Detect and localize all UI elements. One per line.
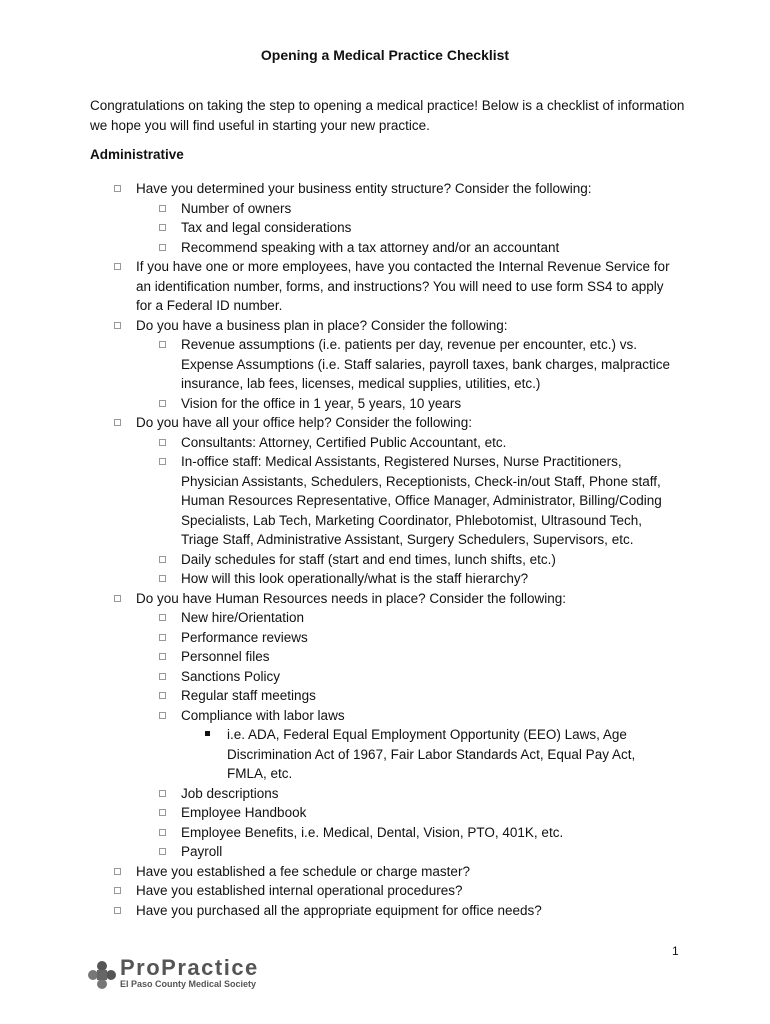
puzzle-cross-icon (86, 959, 118, 991)
checklist-item-text: Employee Handbook (181, 805, 307, 820)
logo-tagline: El Paso County Medical Society (120, 979, 257, 989)
checklist-item-text: Tax and legal considerations (181, 220, 352, 235)
checklist-item-text: Do you have all your office help? Consider the following: (136, 415, 472, 430)
checklist-item-text: Payroll (181, 844, 223, 859)
checkbox-icon (114, 595, 121, 602)
checklist-item-text: Number of owners (181, 200, 292, 216)
checklist-item-text: Have you determined your business entity structure? Consider the following: (136, 181, 592, 196)
checkbox-icon (159, 790, 166, 797)
checklist-item (0, 686, 681, 706)
checkbox-icon (159, 673, 166, 680)
checkbox-icon (159, 439, 166, 446)
checklist-item (0, 218, 681, 238)
checkbox-icon (159, 224, 166, 231)
checklist-item (0, 784, 681, 804)
checklist-item-text: Do you have a business plan in place? Consider the following: (136, 317, 508, 333)
checklist-item (0, 842, 681, 862)
checklist-item-text: Have you established a fee schedule or charge master? (136, 863, 470, 879)
checkbox-icon (159, 712, 166, 719)
checklist-item (0, 238, 681, 258)
checklist-item (0, 335, 681, 394)
square-bullet-icon (205, 731, 210, 736)
checkbox-icon (114, 419, 121, 426)
checklist-item-text: Consultants: Attorney, Certified Public Accountant, etc. (181, 434, 507, 450)
checklist-item-text: Employee Benefits, i.e. Medical, Dental, Vision, PTO, 401K, etc. (181, 824, 564, 840)
checklist-item (0, 706, 681, 726)
checklist-item-text: If you have one or more employees, have you contacted the Internal Revenue Service for an identification number, forms, and instructions? You will need to use form SS4 to apply for a Federal ID number. (136, 259, 670, 313)
checkbox-icon (159, 458, 166, 465)
checklist-item (0, 901, 676, 921)
checklist-item (0, 257, 676, 316)
checkbox-icon (159, 809, 166, 816)
checklist-item (0, 199, 681, 219)
checklist-item (0, 569, 681, 589)
checklist-item-text: Revenue assumptions (i.e. patients per day, revenue per encounter, etc.) vs. Expense Assumptions (i.e. Staff salaries, payroll taxes, bank charges, malpractice insurance, lab fees, licenses, medical supplies, utilities, etc.) (181, 337, 670, 391)
checkbox-icon (114, 185, 121, 192)
checklist-item-text: In-office staff: Medical Assistants, Registered Nurses, Nurse Practitioners, Physician Assistants, Schedulers, Receptionists, Check-in/out Staff, Phone staff, Human Resources Representative, Office Manager, Administrator, Billing/Coding Specialists, Lab Tech, Marketing Coordinator, Phlebotomist, Ultrasound Tech, Triage Staff, Administrative Assistant, Surgery Schedulers, Supervisors, etc. (181, 454, 662, 547)
checkbox-icon (159, 653, 166, 660)
checklist-item (0, 628, 681, 648)
checkbox-icon (114, 907, 121, 914)
section-heading-administrative: Administrative (90, 147, 184, 162)
checklist-item (0, 667, 681, 687)
checklist-item-text: Performance reviews (181, 629, 308, 645)
checkbox-icon (159, 556, 166, 563)
checklist-item (0, 647, 681, 667)
checklist-item (0, 316, 676, 336)
logo-name: ProPractice (120, 955, 259, 980)
checkbox-icon (159, 614, 166, 621)
checkbox-icon (114, 322, 121, 329)
checkbox-icon (159, 205, 166, 212)
checklist-item (0, 823, 681, 843)
checklist-item-text: Recommend speaking with a tax attorney and/or an accountant (181, 239, 560, 255)
checkbox-icon (114, 887, 121, 894)
checklist-item (0, 433, 681, 453)
checkbox-icon (159, 400, 166, 407)
bullet-item (0, 725, 667, 784)
checklist-item-text: Have you purchased all the appropriate equipment for office needs? (136, 902, 542, 918)
checklist-item (0, 589, 676, 609)
intro-paragraph: Congratulations on taking the step to opening a medical practice! Below is a checklist of information we hope you will find useful in starting your new practice. (90, 98, 685, 133)
propractice-logo (86, 955, 286, 995)
checklist-item (0, 862, 676, 882)
document-title: Opening a Medical Practice Checklist (260, 47, 510, 63)
checkbox-icon (159, 634, 166, 641)
checklist-item-text: i.e. ADA, Federal Equal Employment Opportunity (EEO) Laws, Age Discrimination Act of 1967, Fair Labor Standards Act, Equal Pay Act, FMLA, etc. (227, 727, 636, 781)
checklist-item-text: Personnel files (181, 649, 270, 664)
checkbox-icon (159, 244, 166, 251)
checklist-item (0, 452, 681, 550)
checklist-item-text: Compliance with labor laws (181, 707, 345, 723)
checklist-item (0, 550, 681, 570)
checkbox-icon (114, 263, 121, 270)
checkbox-icon (159, 575, 166, 582)
checkbox-icon (159, 341, 166, 348)
checklist-item-text: Have you established internal operational procedures? (136, 883, 463, 898)
checklist-item-text: Do you have Human Resources needs in place? Consider the following: (136, 590, 566, 606)
checklist-item (0, 608, 681, 628)
checklist-item-text: Regular staff meetings (181, 688, 316, 703)
checklist-item (0, 179, 676, 199)
checkbox-icon (159, 829, 166, 836)
checklist (0, 179, 770, 920)
checklist-item-text: Sanctions Policy (181, 668, 281, 684)
checklist-item-text: New hire/Orientation (181, 610, 305, 625)
checklist-item (0, 881, 676, 901)
checklist-item (0, 394, 681, 414)
checkbox-icon (114, 868, 121, 875)
checklist-item-text: How will this look operationally/what is the staff hierarchy? (181, 571, 529, 586)
page-number: 1 (672, 944, 679, 958)
checkbox-icon (159, 692, 166, 699)
checklist-item (0, 803, 681, 823)
checklist-item-text: Daily schedules for staff (start and end times, lunch shifts, etc.) (181, 551, 556, 567)
checkbox-icon (159, 848, 166, 855)
checklist-item-text: Job descriptions (181, 785, 279, 801)
checklist-item-text: Vision for the office in 1 year, 5 years, 10 years (181, 395, 462, 411)
checklist-item (0, 413, 676, 433)
